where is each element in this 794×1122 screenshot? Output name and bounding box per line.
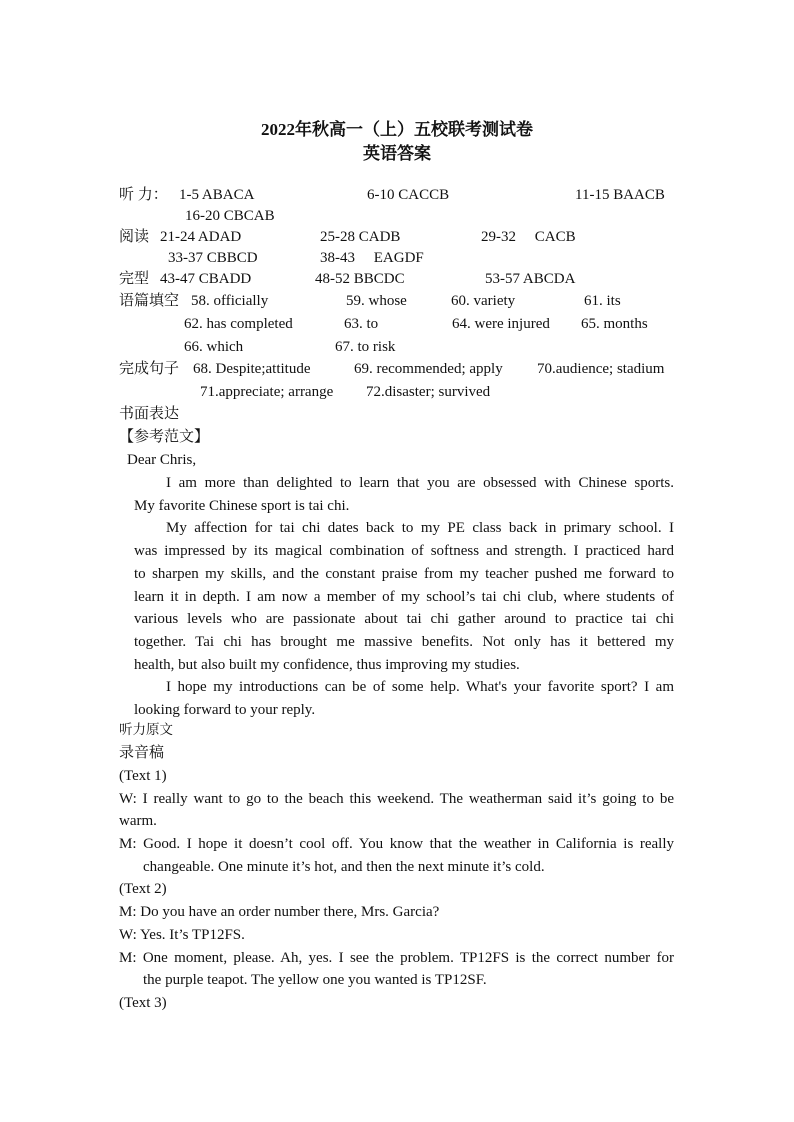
exam-subtitle: 英语答案 bbox=[363, 144, 431, 163]
transcript-text-label: (Text 2) bbox=[119, 881, 167, 897]
essay-line: I hope my introductions can be of some help. What's your favorite sport? I am bbox=[166, 679, 674, 695]
answer-item: 71.appreciate; arrange bbox=[200, 384, 334, 400]
answer-item: 69. recommended; apply bbox=[354, 361, 503, 377]
answer-group: 29-32 CACB bbox=[481, 229, 576, 245]
answer-item: 66. which bbox=[184, 339, 244, 355]
answer-group: 53-57 ABCDA bbox=[485, 271, 576, 287]
essay-line: various levels who are passionate about tai chi gather around to practice tai chi bbox=[134, 611, 674, 627]
answer-item: 59. whose bbox=[346, 293, 407, 309]
answer-group: 33-37 CBBCD bbox=[168, 250, 258, 266]
answer-item: 65. months bbox=[581, 316, 648, 332]
transcript-text-label: (Text 1) bbox=[119, 768, 167, 784]
answer-item: 62. has completed bbox=[184, 316, 293, 332]
transcript-heading: 听力原文 bbox=[119, 722, 173, 737]
section-label-cloze: 完型 bbox=[119, 271, 150, 287]
essay-line: together. Tai chi has brought me massive benefits. Not only has it bettered my bbox=[134, 634, 674, 650]
answer-group: 38-43 EAGDF bbox=[320, 250, 424, 266]
transcript-line: W: Yes. It’s TP12FS. bbox=[119, 927, 245, 943]
transcript-line: M: Do you have an order number there, Mrs. Garcia? bbox=[119, 904, 440, 920]
answer-item: 60. variety bbox=[451, 293, 516, 309]
answer-group: 21-24 ADAD bbox=[160, 229, 242, 245]
answer-group: 1-5 ABACA bbox=[179, 187, 255, 203]
transcript-line: changeable. One minute it’s hot, and then the next minute it’s cold. bbox=[143, 859, 545, 875]
answer-item: 58. officially bbox=[191, 293, 269, 309]
transcript-line: M: One moment, please. Ah, yes. I see the problem. TP12FS is the correct number for bbox=[119, 950, 674, 966]
transcript-line: warm. bbox=[119, 813, 157, 829]
exam-title: 2022年秋高一（上）五校联考测试卷 bbox=[261, 120, 533, 139]
section-label-grammar-fill: 语篇填空 bbox=[119, 293, 180, 309]
answer-item: 63. to bbox=[344, 316, 379, 332]
essay-line: learn it in depth. I am now a member of my school’s tai chi club, where students of bbox=[134, 589, 674, 605]
answer-item: 61. its bbox=[584, 293, 621, 309]
essay-line: health, but also built my confidence, thus improving my studies. bbox=[134, 657, 520, 673]
answer-group: 16-20 CBCAB bbox=[185, 208, 275, 224]
section-label-writing: 书面表达 bbox=[119, 406, 180, 422]
sample-essay-heading: 【参考范文】 bbox=[119, 429, 210, 445]
transcript-line: M: Good. I hope it doesn’t cool off. You know that the weather in California is really bbox=[119, 836, 674, 852]
answer-group: 25-28 CADB bbox=[320, 229, 401, 245]
answer-item: 70.audience; stadium bbox=[537, 361, 665, 377]
answer-item: 64. were injured bbox=[452, 316, 550, 332]
answer-item: 67. to risk bbox=[335, 339, 396, 355]
answer-group: 48-52 BBCDC bbox=[315, 271, 405, 287]
letter-greeting: Dear Chris, bbox=[127, 452, 197, 468]
transcript-line: the purple teapot. The yellow one you wanted is TP12SF. bbox=[143, 972, 487, 988]
essay-line: looking forward to your reply. bbox=[134, 702, 316, 718]
answer-group: 43-47 CBADD bbox=[160, 271, 252, 287]
essay-line: was impressed by its magical combination of softness and strength. I practiced hard bbox=[134, 543, 674, 559]
transcript-text-label: (Text 3) bbox=[119, 995, 167, 1011]
essay-line: I am more than delighted to learn that you are obsessed with Chinese sports. bbox=[166, 475, 674, 491]
essay-line: to sharpen my skills, and the constant praise from my teacher pushed me forward to bbox=[134, 566, 674, 582]
essay-line: My favorite Chinese sport is tai chi. bbox=[134, 498, 350, 514]
answer-item: 68. Despite;attitude bbox=[193, 361, 311, 377]
section-label-sentence-completion: 完成句子 bbox=[119, 361, 180, 377]
answer-item: 72.disaster; survived bbox=[366, 384, 491, 400]
transcript-line: W: I really want to go to the beach this weekend. The weatherman said it’s going to be bbox=[119, 791, 674, 807]
section-label-reading: 阅读 bbox=[119, 229, 150, 245]
answer-group: 6-10 CACCB bbox=[367, 187, 450, 203]
answer-group: 11-15 BAACB bbox=[575, 187, 665, 203]
transcript-subheading: 录音稿 bbox=[119, 745, 165, 761]
essay-line: My affection for tai chi dates back to my PE class back in primary school. I bbox=[166, 520, 674, 536]
section-label-listening: 听 力： bbox=[119, 187, 168, 203]
